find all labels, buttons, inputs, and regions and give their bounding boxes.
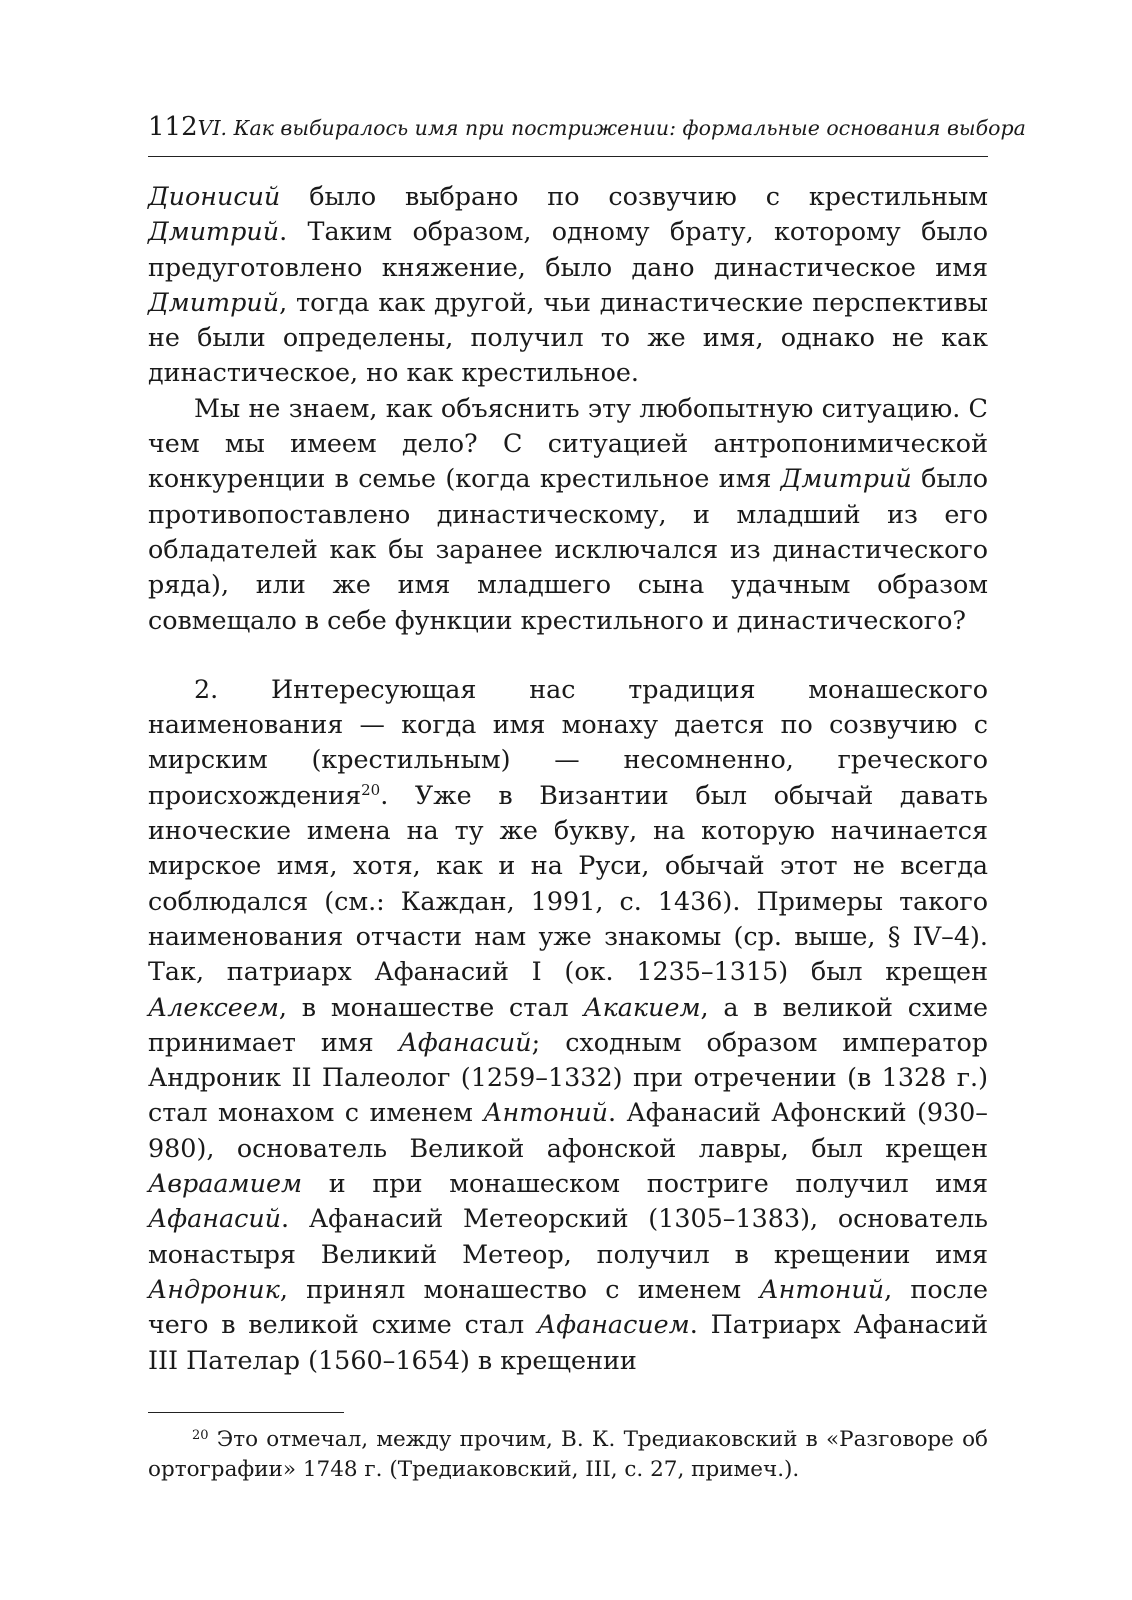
text-run: , в монашестве стал (278, 991, 584, 1022)
text-run: было противопоставлено династическому, и младший из его обладателей как бы заранее исключался из династического ряда), или же имя младшего сына удачным образом совмещало в себе функции крестильного и династического? (148, 463, 988, 635)
running-title: VI. Как выбиралось имя при пострижении: формальные основания выбора (197, 116, 1026, 140)
text-run: . Уже в Византии был обычай давать иноческие имена на ту же букву, на которую начинается мирское имя, хотя, как и на Руси, обычай этот не всегда соблюдался (см.: Каждан, 1991, с. 1436). Примеры такого наименования отчасти нам уже знакомы (ср. выше, § IV–4). Так, патриарх Афанасий I (ок. 1235–1315) был крещен (148, 779, 988, 987)
italic-name: Афанасий (398, 1026, 532, 1057)
italic-name: Антоний (483, 1097, 609, 1128)
italic-name: Афанасий (148, 1203, 282, 1234)
text-run: ; сходным образом император Андроник II Палеолог (1259–1332) при отречении (в 1328 г.) стал монахом с именем (148, 1026, 988, 1128)
italic-name: Авраамием (148, 1168, 303, 1199)
paragraph-1 (148, 179, 988, 391)
italic-name: Андроник (148, 1273, 280, 1304)
text-run: и при монашеском постриге получил имя (302, 1168, 988, 1199)
paragraph-2 (148, 391, 988, 638)
text-run: , принял монашество с именем (279, 1273, 760, 1304)
text-run: , тогда как другой, чьи династические перспективы не были определены, получил то же имя, однако не как династическое, но как крестильное. (148, 286, 988, 388)
italic-name: Афанасием (536, 1309, 690, 1340)
italic-name: Алексеем (148, 991, 279, 1022)
text-run: . Таким образом, одному брату, которому было предуготовлено княжение, было дано династическое имя (148, 216, 988, 282)
footnote-rule (148, 1412, 344, 1413)
italic-name: Акакием (583, 991, 701, 1022)
italic-name: Дмитрий (780, 463, 912, 494)
italic-name: Дмитрий (148, 216, 280, 247)
text-run: , после чего в великой схиме стал (148, 1273, 989, 1340)
paragraph-3 (148, 672, 988, 1378)
text-run: Мы не знаем, как объяснить эту любопытную ситуацию. С чем мы имеем дело? С ситуацией антропонимической конкуренции в семье (когда крестильное имя (148, 392, 988, 494)
page-number: 112 (148, 112, 198, 142)
text-run: было выбрано по созвучию с крестильным (280, 181, 988, 211)
footnote-marker: 20 (192, 1427, 209, 1443)
text-run: , а в великой схиме принимает имя (148, 991, 988, 1057)
italic-name: Дионисий (148, 181, 281, 211)
italic-name: Дмитрий (148, 286, 280, 317)
text-run: . Афанасий Афонский (930–980), основатель Великой афонской лавры, был крещен (148, 1097, 989, 1163)
text-run: . Афанасий Метеорский (1305–1383), основатель монастыря Великий Метеор, получил в крещении имя (148, 1203, 988, 1269)
text-run: 2. Интересующая нас традиция монашеского наименования — когда имя монаху дается по созвучию с мирским (крестильным) — несомненно, греческого происхождения (148, 673, 988, 810)
running-head (148, 112, 1026, 157)
text-run: . Патриарх Афанасий III Пателар (1560–1654) в крещении (148, 1309, 989, 1375)
body-text (148, 179, 988, 1378)
book-page (148, 112, 1026, 1485)
footnote-reference: 20 (361, 780, 381, 799)
footnote (148, 1425, 988, 1485)
italic-name: Антоний (759, 1273, 885, 1304)
footnote-text: Это отмечал, между прочим, В. К. Тредиаковский в «Разговоре об ортографии» 1748 г. (Тредиаковский, III, с. 27, примеч.). (148, 1426, 988, 1482)
